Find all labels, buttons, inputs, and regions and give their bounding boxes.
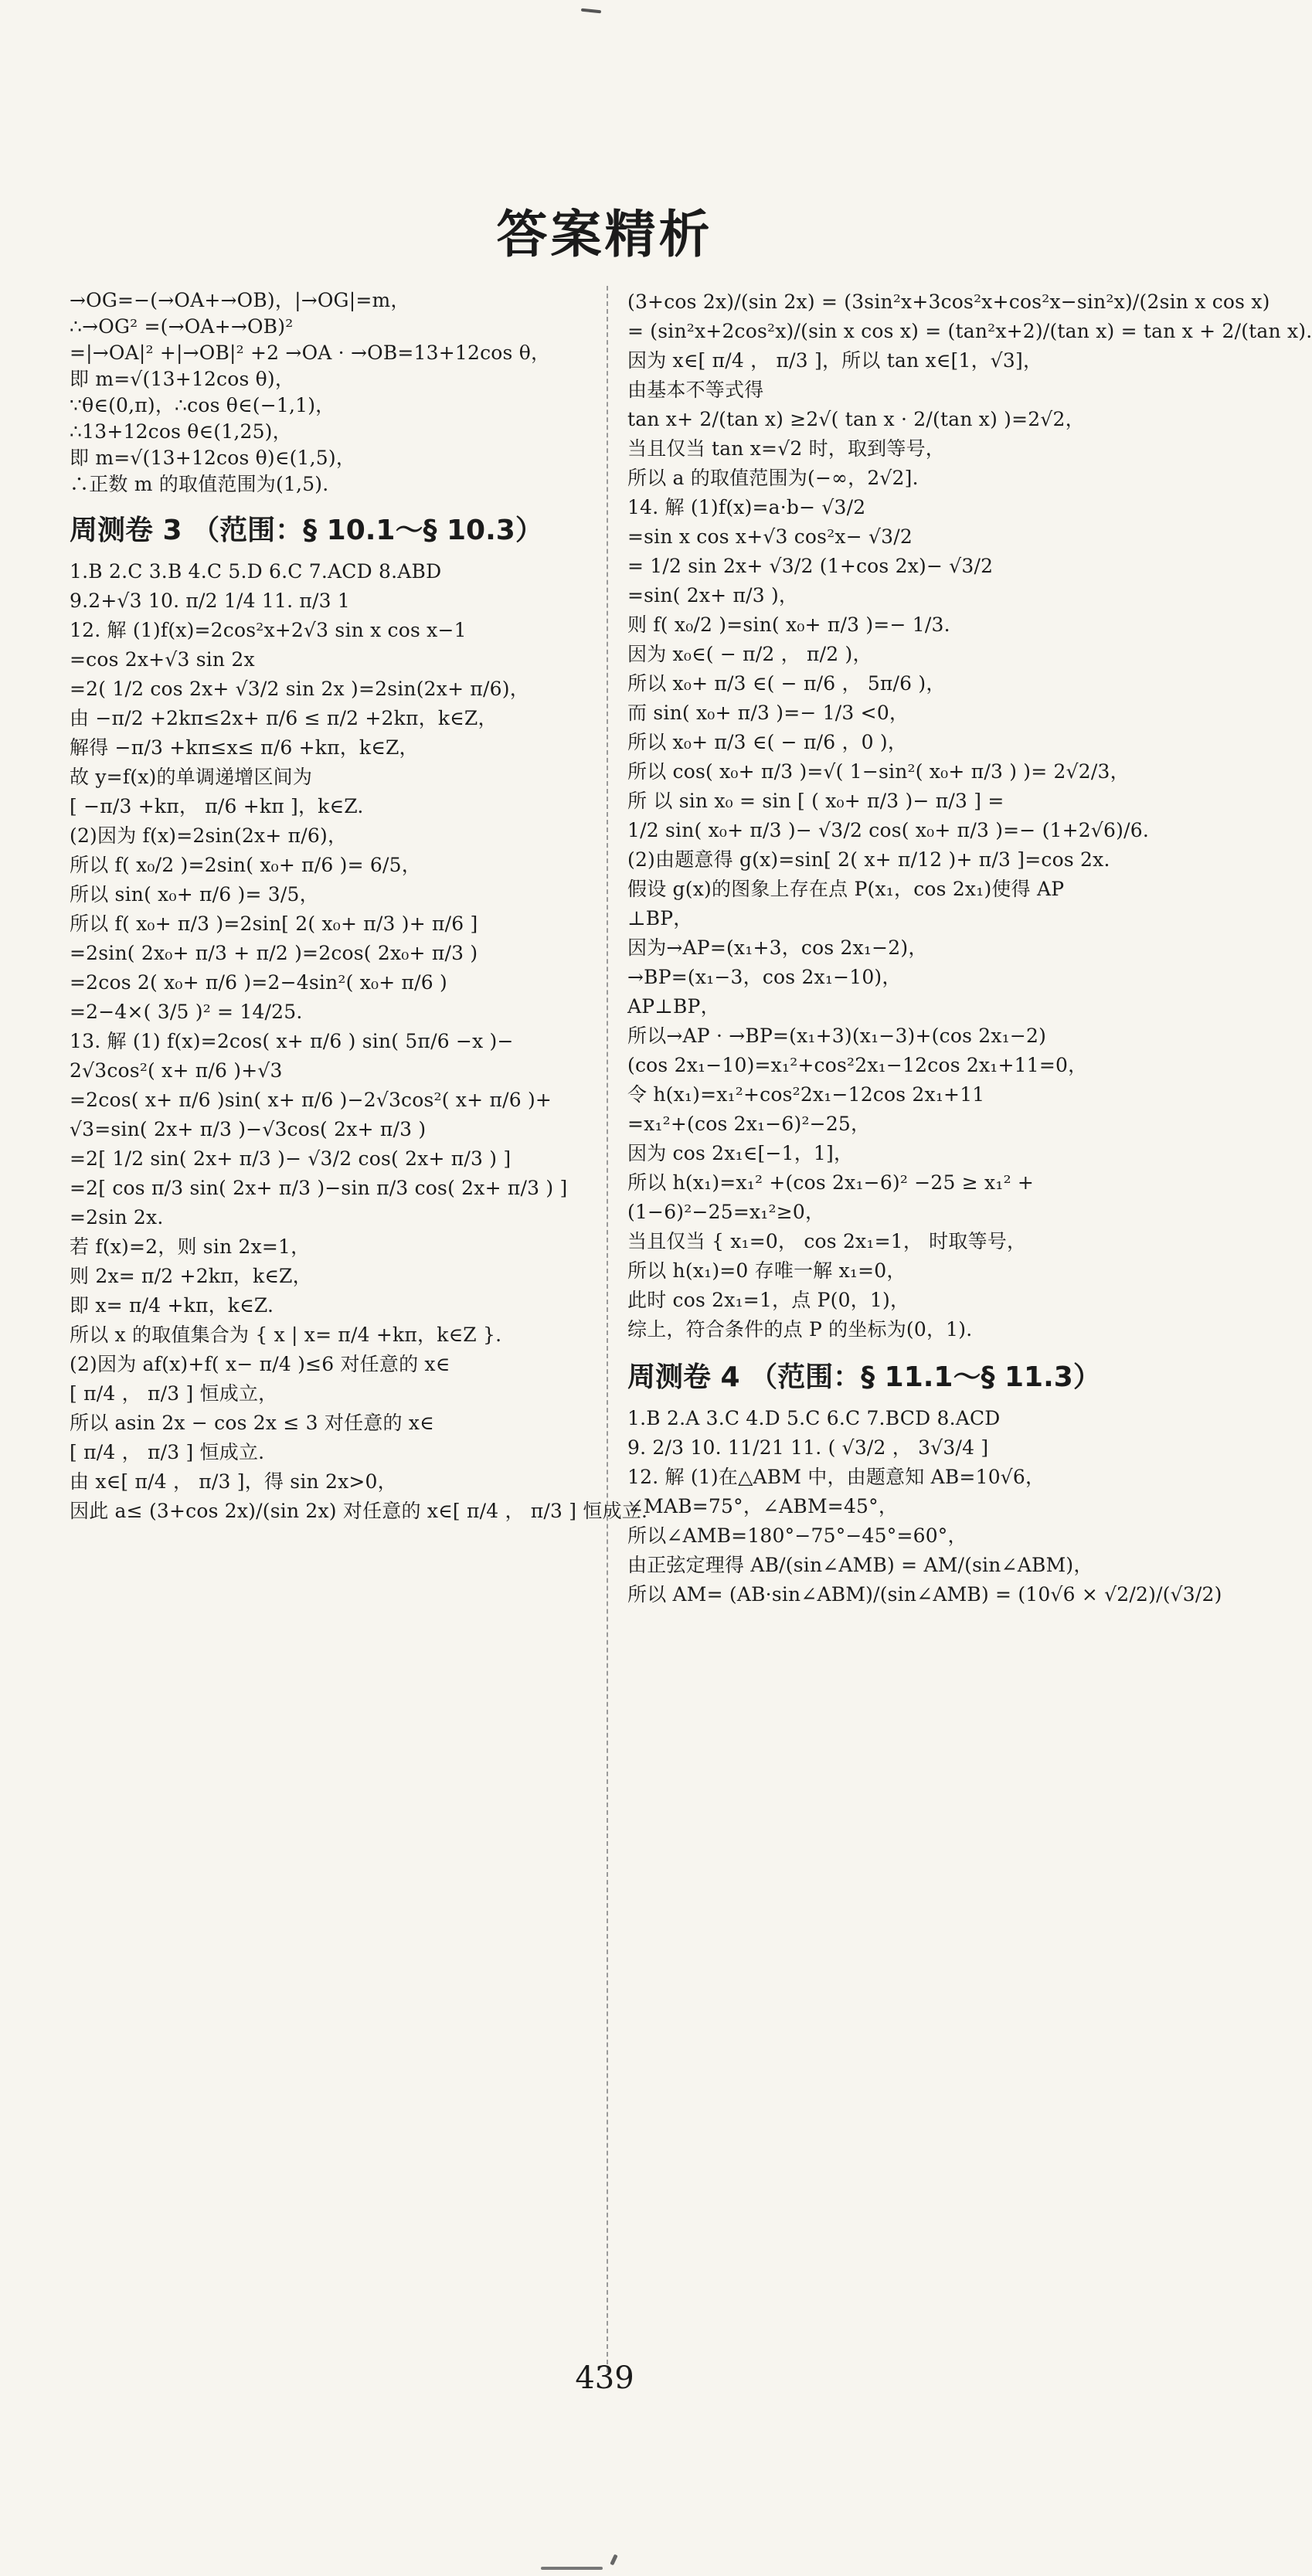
solution-line: 因为 x₀∈( − π/2 ， π/2 )， [627, 643, 872, 665]
solution-line: = (sin²x+2cos²x)/(sin x cos x) = (tan²x+2)/(tan x) = tan x + 2/(tan x). [627, 320, 1312, 342]
solution-line: 由 −π/2 +2kπ≤2x+ π/6 ≤ π/2 +2kπ，k∈Z， [70, 707, 498, 729]
solution-line: 当且仅当 tan x=√2 时，取到等号， [627, 437, 945, 460]
week4-answers-block [627, 1404, 1222, 1609]
solution-line: 令 h(x₁)=x₁²+cos²2x₁−12cos 2x₁+11 [627, 1083, 985, 1106]
solution-line: (2)因为 af(x)+f( x− π/4 )≤6 对任意的 x∈ [70, 1353, 450, 1375]
solution-line: ∠MAB=75°，∠ABM=45°， [627, 1495, 899, 1517]
solution-line: 因为→AP=(x₁+3，cos 2x₁−2)， [627, 936, 928, 959]
solution-line: ∵θ∈(0,π)，∴cos θ∈(−1,1)， [70, 394, 335, 416]
solution-line: 12. 解 (1)在△ABM 中，由题意知 AB=10√6， [627, 1466, 1045, 1488]
solution-line: 所以 asin 2x − cos 2x ≤ 3 对任意的 x∈ [70, 1412, 434, 1434]
solution-line: =sin( 2x+ π/3 )， [627, 584, 799, 607]
solution-line: 所以 h(x₁)=0 存唯一解 x₁=0， [627, 1259, 906, 1282]
solution-line: 14. 解 (1)f(x)=a·b− √3/2 [627, 496, 866, 518]
solution-line: ∴正数 m 的取值范围为(1,5). [70, 473, 329, 495]
solution-line: ∴13+12cos θ∈(1,25)， [70, 420, 292, 443]
solution-line: 当且仅当 { x₁=0， cos 2x₁=1， 时取等号， [627, 1230, 1027, 1252]
solution-line: =|→OA|² +|→OB|² +2 →OA · →OB=13+12cos θ， [70, 342, 551, 364]
solution-line: = 1/2 sin 2x+ √3/2 (1+cos 2x)− √3/2 [627, 555, 994, 577]
week4-heading: 周测卷 4 （范围：§ 11.1～§ 11.3） [627, 1361, 1101, 1393]
solution-line: 所以→AP · →BP=(x₁+3)(x₁−3)+(cos 2x₁−2) [627, 1025, 1047, 1047]
solution-line: 即 x= π/4 +kπ，k∈Z. [70, 1294, 274, 1317]
scan-mark-top [581, 8, 601, 14]
solution-line: 因为 x∈[ π/4 ， π/3 ]，所以 tan x∈[1，√3]， [627, 349, 1043, 372]
solution-line: √3=sin( 2x+ π/3 )−√3cos( 2x+ π/3 ) [70, 1118, 427, 1140]
solution-line: AP⊥BP， [627, 995, 720, 1018]
solution-line: =sin x cos x+√3 cos²x− √3/2 [627, 525, 913, 548]
solution-line: 故 y=f(x)的单调递增区间为 [70, 766, 313, 788]
solution-line: 因此 a≤ (3+cos 2x)/(sin 2x) 对任意的 x∈[ π/4 ， π/3 ] 恒成立. [70, 1500, 648, 1522]
solution-line: (1−6)²−25=x₁²≥0， [627, 1201, 825, 1223]
solution-line: =cos 2x+√3 sin 2x [70, 648, 255, 671]
solution-line: 而 sin( x₀+ π/3 )=− 1/3 <0， [627, 702, 909, 724]
solution-line: 由基本不等式得 [627, 379, 764, 401]
page-number: 439 [575, 2360, 634, 2396]
solution-line: 所以 f( x₀/2 )=2sin( x₀+ π/6 )= 6/5， [70, 854, 421, 876]
page-title: 答案精析 [496, 205, 713, 264]
solution-line: 则 2x= π/2 +2kπ，k∈Z， [70, 1265, 312, 1287]
solution-line: 9.2+√3 10. π/2 1/4 11. π/3 1 [70, 590, 350, 612]
right-column [627, 287, 1312, 1609]
scan-mark-bottom [541, 2567, 603, 2570]
solution-line: 1.B 2.A 3.C 4.D 5.C 6.C 7.BCD 8.ACD [627, 1407, 1001, 1429]
solution-line: 所以 a 的取值范围为(−∞，2√2]. [627, 467, 919, 489]
solution-line: 假设 g(x)的图象上存在点 P(x₁，cos 2x₁)使得 AP [627, 878, 1065, 900]
solution-line: (cos 2x₁−10)=x₁²+cos²2x₁−12cos 2x₁+11=0， [627, 1054, 1088, 1076]
solution-line: 由正弦定理得 AB/(sin∠AMB) = AM/(sin∠ABM)， [627, 1554, 1093, 1576]
solution-line: tan x+ 2/(tan x) ≥2√( tan x · 2/(tan x) )=2√2， [627, 408, 1085, 430]
solution-line: 解得 −π/3 +kπ≤x≤ π/6 +kπ，k∈Z， [70, 736, 419, 759]
solution-line: 即 m=√(13+12cos θ)∈(1,5)， [70, 447, 356, 469]
solution-line: =2[ cos π/3 sin( 2x+ π/3 )−sin π/3 cos( 2x+ π/3 ) ] [70, 1177, 568, 1199]
solution-line: 则 f( x₀/2 )=sin( x₀+ π/3 )=− 1/3. [627, 613, 950, 636]
solution-line: 9. 2/3 10. 11/21 11. ( √3/2 ， 3√3/4 ] [627, 1436, 989, 1459]
solution-line: 所以∠AMB=180°−75°−45°=60°， [627, 1524, 967, 1547]
column-divider [607, 286, 608, 2372]
solution-line: =2( 1/2 cos 2x+ √3/2 sin 2x )=2sin(2x+ π/6)， [70, 678, 529, 700]
solution-line: 所以 x₀+ π/3 ∈( − π/6 ， 5π/6 )， [627, 672, 946, 695]
solution-line: 2√3cos²( x+ π/6 )+√3 [70, 1059, 283, 1082]
q13-continued-block [627, 287, 1312, 493]
solution-line: 所 以 sin x₀ = sin [ ( x₀+ π/3 )− π/3 ] = [627, 790, 1004, 812]
solution-line: 综上，符合条件的点 P 的坐标为(0，1). [627, 1318, 973, 1341]
solution-line: ⊥BP， [627, 907, 693, 929]
solution-line: →BP=(x₁−3，cos 2x₁−10)， [627, 966, 902, 988]
week3-answers-block [70, 557, 648, 1526]
solution-line: =2sin( 2x₀+ π/3 + π/2 )=2cos( 2x₀+ π/3 ) [70, 942, 478, 964]
solution-line: 13. 解 (1) f(x)=2cos( x+ π/6 ) sin( 5π/6 −x )− [70, 1030, 514, 1052]
solution-line: 由 x∈[ π/4 ， π/3 ]，得 sin 2x>0， [70, 1470, 397, 1493]
solution-line: [ π/4 ， π/3 ] 恒成立， [70, 1382, 278, 1405]
solution-line: 所以 cos( x₀+ π/3 )=√( 1−sin²( x₀+ π/3 ) )= 2√2/3， [627, 760, 1130, 783]
solution-line: =2cos( x+ π/6 )sin( x+ π/6 )−2√3cos²( x+ π/6 )+ [70, 1089, 552, 1111]
solution-line: ∴→OG² =(→OA+→OB)² [70, 315, 294, 338]
solution-line: (3+cos 2x)/(sin 2x) = (3sin²x+3cos²x+cos²x−sin²x)/(2sin x cos x) [627, 291, 1270, 313]
week3-heading: 周测卷 3 （范围：§ 10.1～§ 10.3） [70, 515, 543, 546]
solution-line: =2−4×( 3/5 )² = 14/25. [70, 1001, 303, 1023]
solution-line: (2)由题意得 g(x)=sin[ 2( x+ π/12 )+ π/3 ]=cos 2x. [627, 848, 1110, 871]
solution-line: 因为 cos 2x₁∈[−1，1]， [627, 1142, 854, 1164]
solution-line: 此时 cos 2x₁=1，点 P(0，1)， [627, 1289, 910, 1311]
solution-line: →OG=−(→OA+→OB)，|→OG|=m， [70, 289, 410, 311]
solution-line: [ −π/3 +kπ， π/6 +kπ ]，k∈Z. [70, 795, 364, 817]
solution-line: 所以 x 的取值集合为 { x | x= π/4 +kπ，k∈Z }. [70, 1324, 502, 1346]
solution-line: =2[ 1/2 sin( 2x+ π/3 )− √3/2 cos( 2x+ π/3 ) ] [70, 1147, 512, 1170]
solution-line: 1.B 2.C 3.B 4.C 5.D 6.C 7.ACD 8.ABD [70, 560, 442, 583]
solution-line: =x₁²+(cos 2x₁−6)²−25， [627, 1113, 871, 1135]
solution-line: =2cos 2( x₀+ π/6 )=2−4sin²( x₀+ π/6 ) [70, 971, 447, 994]
solution-line: 所以 f( x₀+ π/3 )=2sin[ 2( x₀+ π/3 )+ π/6 ] [70, 912, 478, 935]
solution-line: =2sin 2x. [70, 1206, 164, 1229]
left-column [70, 287, 648, 1526]
scan-mark-bottom-dot [610, 2554, 617, 2566]
q14-solution-block [627, 493, 1153, 1344]
solution-line: 所以 sin( x₀+ π/6 )= 3/5， [70, 883, 319, 906]
intro-solution-block [70, 287, 587, 498]
solution-line: 若 f(x)=2，则 sin 2x=1， [70, 1235, 311, 1258]
solution-line: 1/2 sin( x₀+ π/3 )− √3/2 cos( x₀+ π/3 )=− (1+2√6)/6. [627, 819, 1149, 841]
solution-line: 所以 AM= (AB·sin∠ABM)/(sin∠AMB) = (10√6 × √2/2)/(√3/2) [627, 1583, 1222, 1606]
solution-line: 所以 h(x₁)=x₁² +(cos 2x₁−6)² −25 ≥ x₁² + [627, 1171, 1035, 1194]
solution-line: 即 m=√(13+12cos θ)， [70, 368, 295, 390]
solution-line: [ π/4 ， π/3 ] 恒成立. [70, 1441, 265, 1463]
solution-line: (2)因为 f(x)=2sin(2x+ π/6)， [70, 824, 348, 847]
solution-line: 12. 解 (1)f(x)=2cos²x+2√3 sin x cos x−1 [70, 619, 467, 641]
solution-line: 所以 x₀+ π/3 ∈( − π/6 ，0 )， [627, 731, 908, 753]
